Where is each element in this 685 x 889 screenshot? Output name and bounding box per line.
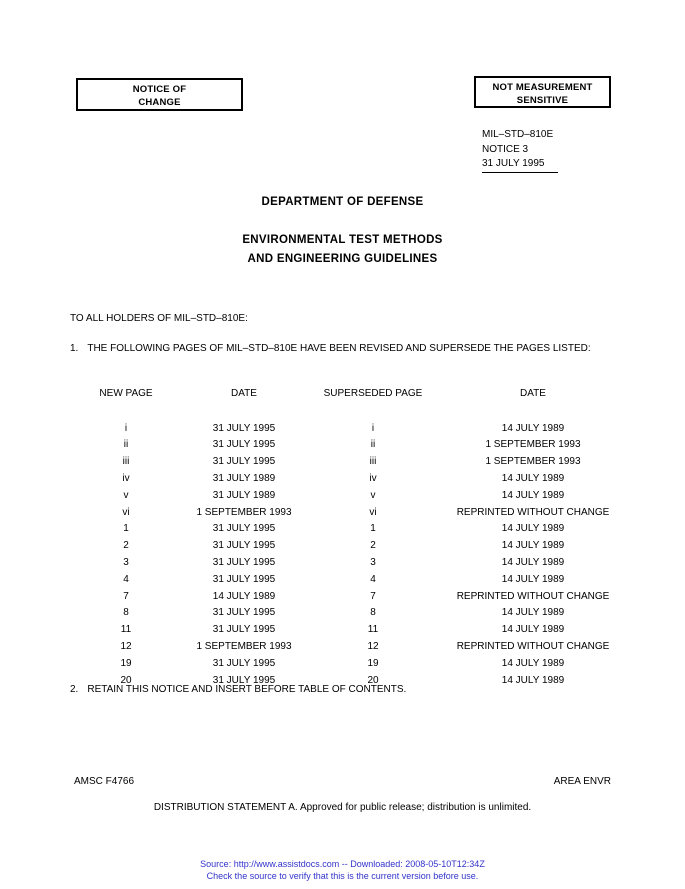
cell-superseded-date: 14 JULY 1989 bbox=[501, 473, 565, 485]
cell-new-page: 3 bbox=[123, 557, 129, 569]
notice-of-change-box bbox=[76, 78, 243, 111]
notice-date: 31 JULY 1995 bbox=[482, 157, 558, 173]
cell-new-page: 12 bbox=[120, 641, 132, 653]
cell-new-page: 8 bbox=[123, 607, 129, 619]
distribution-statement: DISTRIBUTION STATEMENT A. Approved for public release; distribution is unlimited. bbox=[153, 802, 532, 813]
page-title-subject-line2: AND ENGINEERING GUIDELINES bbox=[247, 253, 438, 265]
notice-of-change-line1: NOTICE OF bbox=[132, 84, 187, 95]
cell-new-page: 2 bbox=[123, 540, 129, 552]
cell-superseded-page: 8 bbox=[370, 607, 376, 619]
cell-new-date: 31 JULY 1995 bbox=[212, 607, 276, 619]
cell-superseded-page: vi bbox=[369, 506, 377, 518]
column-header-new-page: NEW PAGE bbox=[99, 387, 153, 399]
cell-new-page: ii bbox=[123, 439, 129, 451]
cell-superseded-date: 1 SEPTEMBER 1993 bbox=[485, 456, 581, 468]
cell-new-date: 31 JULY 1995 bbox=[212, 456, 276, 468]
notice-number: NOTICE 3 bbox=[482, 143, 529, 155]
cell-superseded-date: 14 JULY 1989 bbox=[501, 657, 565, 669]
cell-new-page: 20 bbox=[120, 674, 132, 686]
to-all-holders-line: TO ALL HOLDERS OF MIL–STD–810E: bbox=[70, 313, 248, 324]
cell-superseded-date: 14 JULY 1989 bbox=[501, 540, 565, 552]
cell-superseded-date: REPRINTED WITHOUT CHANGE bbox=[456, 641, 610, 653]
cell-superseded-date: 14 JULY 1989 bbox=[501, 674, 565, 686]
cell-new-date: 31 JULY 1995 bbox=[212, 422, 276, 434]
paragraph-1-text: THE FOLLOWING PAGES OF MIL–STD–810E HAVE BEEN REVISED AND SUPERSEDE THE PAGES LISTED: bbox=[87, 343, 591, 354]
table-row bbox=[82, 537, 638, 554]
cell-superseded-date: 14 JULY 1989 bbox=[501, 523, 565, 535]
cell-new-page: 7 bbox=[123, 590, 129, 602]
table-row bbox=[82, 588, 638, 605]
cell-superseded-page: 12 bbox=[367, 641, 379, 653]
table-row bbox=[82, 571, 638, 588]
cell-superseded-date: 14 JULY 1989 bbox=[501, 573, 565, 585]
cell-new-page: iv bbox=[122, 473, 130, 485]
page-title-subject bbox=[0, 231, 685, 269]
cell-superseded-page: iv bbox=[369, 473, 377, 485]
table-body bbox=[82, 420, 638, 689]
cell-superseded-page: iii bbox=[369, 456, 377, 468]
cell-new-date: 31 JULY 1995 bbox=[212, 674, 276, 686]
cell-new-page: 4 bbox=[123, 573, 129, 585]
table-row bbox=[82, 621, 638, 638]
column-header-superseded-page: SUPERSEDED PAGE bbox=[323, 387, 423, 399]
cell-superseded-date: 14 JULY 1989 bbox=[501, 624, 565, 636]
paragraph-2 bbox=[70, 682, 406, 697]
cell-superseded-date: 1 SEPTEMBER 1993 bbox=[485, 439, 581, 451]
cell-superseded-date: REPRINTED WITHOUT CHANGE bbox=[456, 506, 610, 518]
cell-superseded-page: i bbox=[371, 422, 375, 434]
cell-new-page: 19 bbox=[120, 657, 132, 669]
cell-new-page: v bbox=[123, 489, 129, 501]
table-row bbox=[82, 437, 638, 454]
table-header-row bbox=[82, 385, 638, 420]
table-row bbox=[82, 605, 638, 622]
cell-superseded-page: 19 bbox=[367, 657, 379, 669]
cell-new-date: 31 JULY 1995 bbox=[212, 624, 276, 636]
document-identification-block bbox=[482, 128, 558, 173]
cell-new-page: 11 bbox=[120, 624, 132, 636]
paragraph-1-number: 1. bbox=[70, 343, 79, 354]
cell-superseded-page: ii bbox=[370, 439, 376, 451]
cell-new-date: 1 SEPTEMBER 1993 bbox=[196, 506, 292, 518]
paragraph-1 bbox=[70, 341, 638, 356]
sensitive-line2: SENSITIVE bbox=[516, 94, 569, 106]
column-header-new-date: DATE bbox=[231, 387, 257, 399]
table-row bbox=[82, 420, 638, 437]
cell-superseded-date: 14 JULY 1989 bbox=[501, 422, 565, 434]
cell-superseded-page: 7 bbox=[370, 590, 376, 602]
table-row bbox=[82, 453, 638, 470]
source-watermark bbox=[0, 858, 685, 882]
column-header-superseded-date: DATE bbox=[520, 387, 546, 399]
amsc-number: AMSC F4766 bbox=[74, 776, 135, 787]
cell-new-date: 31 JULY 1995 bbox=[212, 439, 276, 451]
table-row bbox=[82, 638, 638, 655]
cell-superseded-page: 3 bbox=[370, 557, 376, 569]
cell-superseded-date: 14 JULY 1989 bbox=[501, 557, 565, 569]
source-url-line: Source: http://www.assistdocs.com -- Downloaded: 2008-05-10T12:34Z bbox=[200, 859, 485, 869]
cell-new-date: 31 JULY 1995 bbox=[212, 540, 276, 552]
page-title-department: DEPARTMENT OF DEFENSE bbox=[261, 196, 424, 208]
cell-superseded-page: 11 bbox=[367, 624, 379, 636]
cell-superseded-date: 14 JULY 1989 bbox=[501, 489, 565, 501]
cell-superseded-page: v bbox=[370, 489, 376, 501]
cell-superseded-page: 2 bbox=[370, 540, 376, 552]
sensitive-line1: NOT MEASUREMENT bbox=[492, 82, 593, 93]
cell-new-date: 31 JULY 1995 bbox=[212, 573, 276, 585]
table-row bbox=[82, 487, 638, 504]
cell-new-date: 31 JULY 1989 bbox=[212, 489, 276, 501]
table-row bbox=[82, 655, 638, 672]
cell-new-page: vi bbox=[122, 506, 130, 518]
cell-superseded-page: 20 bbox=[367, 674, 379, 686]
cell-new-date: 31 JULY 1995 bbox=[212, 557, 276, 569]
paragraph-2-number: 2. bbox=[70, 684, 79, 695]
not-measurement-sensitive-box bbox=[474, 76, 611, 108]
area-code: AREA ENVR bbox=[553, 776, 611, 787]
document-number: MIL–STD–810E bbox=[482, 129, 554, 140]
table-row bbox=[82, 521, 638, 538]
cell-superseded-date: 14 JULY 1989 bbox=[501, 607, 565, 619]
table-row bbox=[82, 554, 638, 571]
page-title-subject-line1: ENVIRONMENTAL TEST METHODS bbox=[242, 234, 443, 246]
table-row bbox=[82, 504, 638, 521]
cell-new-page: i bbox=[124, 422, 128, 434]
cell-new-page: iii bbox=[122, 456, 130, 468]
cell-new-page: 1 bbox=[123, 523, 129, 535]
cell-superseded-page: 1 bbox=[370, 523, 376, 535]
cell-superseded-page: 4 bbox=[370, 573, 376, 585]
cell-superseded-date: REPRINTED WITHOUT CHANGE bbox=[456, 590, 610, 602]
source-verify-line: Check the source to verify that this is the current version before use. bbox=[206, 871, 479, 881]
cell-new-date: 31 JULY 1995 bbox=[212, 523, 276, 535]
cell-new-date: 31 JULY 1995 bbox=[212, 657, 276, 669]
revised-pages-table bbox=[82, 385, 638, 689]
table-row bbox=[82, 470, 638, 487]
notice-of-change-line2: CHANGE bbox=[138, 96, 181, 108]
cell-new-date: 31 JULY 1989 bbox=[212, 473, 276, 485]
paragraph-2-text: RETAIN THIS NOTICE AND INSERT BEFORE TABLE OF CONTENTS. bbox=[87, 684, 407, 695]
cell-new-date: 14 JULY 1989 bbox=[212, 590, 276, 602]
cell-new-date: 1 SEPTEMBER 1993 bbox=[196, 641, 292, 653]
